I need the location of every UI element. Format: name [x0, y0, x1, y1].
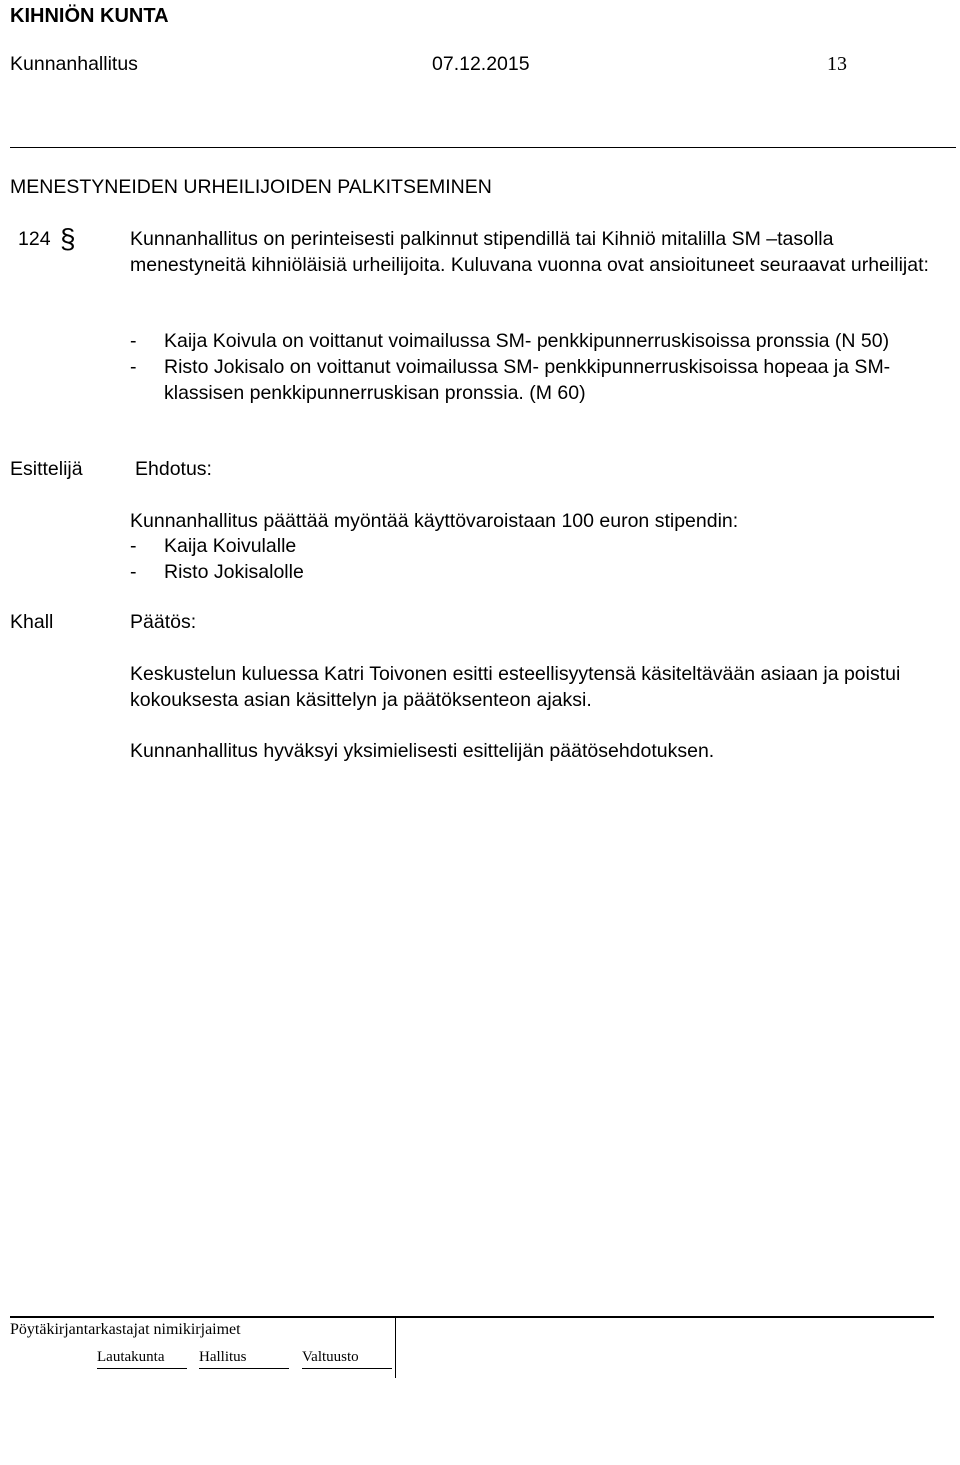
list-dash: - — [130, 330, 137, 352]
decision-text-2: Kunnanhallitus hyväksyi yksimielisesti esittelijän päätösehdotuksen. — [130, 740, 715, 762]
list-dash: - — [130, 535, 137, 557]
section-sign: § — [60, 223, 76, 254]
footer-col-valtuusto: Valtuusto — [302, 1349, 359, 1365]
footer-divider — [10, 1316, 934, 1318]
list-item-text: Kaija Koivulalle — [164, 535, 297, 557]
meeting-date: 07.12.2015 — [432, 53, 530, 75]
list-item — [130, 328, 952, 354]
page-number: 13 — [827, 53, 847, 75]
list-item-text: Kaija Koivula on voittanut voimailussa SM- penkkipunnerruskisoissa pronssia (N 50) — [164, 330, 890, 352]
list-dash: - — [130, 356, 137, 378]
list-item — [130, 354, 952, 406]
list-item-text: Risto Jokisalo on voittanut voimailussa SM- penkkipunnerruskisoissa hopeaa ja SM- klassisen penkkipunnerruskisan pronssia. (M 60) — [164, 356, 891, 404]
decision-label: Päätös: — [130, 611, 197, 633]
athlete-list — [130, 328, 952, 406]
decision-body-label: Khall — [10, 611, 54, 633]
footer-vertical-line — [395, 1318, 396, 1378]
section-number: 124 — [18, 228, 51, 250]
proposal-text: Kunnanhallitus päättää myöntää käyttövaroistaan 100 euron stipendin: — [130, 510, 739, 532]
header-divider — [10, 147, 956, 148]
list-item — [130, 533, 304, 559]
organization-name: KIHNIÖN KUNTA — [10, 5, 169, 27]
list-item-text: Risto Jokisalolle — [164, 561, 304, 583]
section-title: MENESTYNEIDEN URHEILIJOIDEN PALKITSEMINEN — [10, 176, 492, 198]
list-dash: - — [130, 561, 137, 583]
footer-line-valtuusto — [302, 1368, 392, 1369]
presenter-label: Esittelijä — [10, 458, 83, 480]
proposal-label: Ehdotus: — [135, 458, 212, 480]
section-intro: Kunnanhallitus on perinteisesti palkinnut stipendillä tai Kihniö mitalilla SM –tasolla menestyneitä kihniöläisiä urheilijoita. Kuluvana vuonna ovat ansioituneet seuraavat urheilijat: — [130, 228, 929, 276]
footer-line-hallitus — [199, 1368, 289, 1369]
list-item — [130, 559, 304, 585]
footer-col-lautakunta: Lautakunta — [97, 1349, 165, 1365]
meeting-body: Kunnanhallitus — [10, 53, 138, 75]
footer-title: Pöytäkirjantarkastajat nimikirjaimet — [10, 1321, 241, 1338]
footer-col-hallitus: Hallitus — [199, 1349, 247, 1365]
recipient-list — [130, 533, 304, 585]
decision-text-1: Keskustelun kuluessa Katri Toivonen esitti esteellisyytensä käsiteltävään asiaan ja poistui kokouksesta asian käsittelyn ja päätöksenteon ajaksi. — [130, 663, 901, 711]
footer-line-lautakunta — [97, 1368, 187, 1369]
